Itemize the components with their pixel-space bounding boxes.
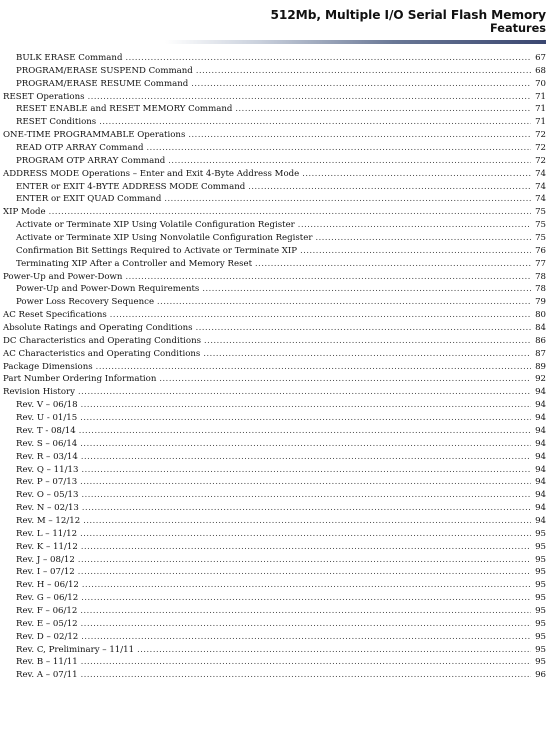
toc-entry-title: ADDRESS MODE Operations – Enter and Exit 4-Byte Address Mode	[3, 168, 300, 179]
toc-page-number: 96	[535, 670, 546, 681]
toc-entry-title: Rev. M – 12/12	[16, 515, 81, 526]
toc-entry-title: DC Characteristics and Operating Conditions	[3, 335, 202, 346]
toc-leader-dots	[300, 245, 531, 258]
toc-entry-title: AC Characteristics and Operating Conditions	[3, 348, 201, 359]
toc-page-number: 95	[535, 657, 546, 668]
toc-entry-title: RESET Operations	[3, 91, 85, 102]
toc-entry-title: Rev. A – 07/11	[16, 670, 78, 681]
toc-entry-title: Power Loss Recovery Sequence	[16, 297, 155, 308]
toc-entry[interactable]	[3, 348, 546, 361]
toc-page-number: 94	[535, 490, 546, 501]
toc-leader-dots	[159, 373, 531, 386]
toc-entry[interactable]	[3, 669, 546, 682]
toc-leader-dots	[146, 142, 531, 155]
toc-entry-title: Rev. V – 06/18	[16, 400, 78, 411]
toc-entry[interactable]	[3, 335, 546, 348]
toc-leader-dots	[96, 361, 531, 374]
toc-entry[interactable]	[3, 541, 546, 554]
toc-entry-title: Rev. N – 02/13	[16, 503, 79, 514]
toc-page-number: 71	[535, 91, 546, 102]
toc-entry[interactable]	[3, 451, 546, 464]
toc-page-number: 75	[535, 207, 546, 218]
toc-leader-dots	[202, 283, 531, 296]
toc-leader-dots	[82, 502, 531, 515]
toc-entry-title: Rev. J – 08/12	[16, 554, 75, 565]
toc-page-number: 94	[535, 413, 546, 424]
toc-entry[interactable]	[3, 386, 546, 399]
toc-leader-dots	[80, 476, 531, 489]
toc-page-number: 80	[535, 310, 546, 321]
section-title: Features	[490, 22, 546, 35]
toc-page-number: 79	[535, 297, 546, 308]
toc-page-number: 95	[535, 580, 546, 591]
toc-entry[interactable]	[3, 155, 546, 168]
toc-page-number: 75	[535, 233, 546, 244]
toc-page-number: 95	[535, 541, 546, 552]
toc-leader-dots	[203, 348, 531, 361]
toc-leader-dots	[81, 541, 531, 554]
toc-entry-title: Part Number Ordering Information	[3, 374, 157, 385]
toc-entry-title: Rev. S – 06/14	[16, 438, 78, 449]
toc-entry[interactable]	[3, 566, 546, 579]
toc-leader-dots	[81, 631, 531, 644]
toc-page-number: 95	[535, 554, 546, 565]
toc-leader-dots	[315, 232, 531, 245]
toc-entry-title: Rev. B – 11/11	[16, 657, 78, 668]
toc-entry[interactable]	[3, 193, 546, 206]
toc-entry[interactable]	[3, 579, 546, 592]
toc-leader-dots	[80, 528, 531, 541]
toc-leader-dots	[81, 451, 531, 464]
toc-leader-dots	[80, 438, 531, 451]
toc-leader-dots	[204, 335, 531, 348]
toc-entry[interactable]	[3, 515, 546, 528]
toc-entry-title: ENTER or EXIT 4-BYTE ADDRESS MODE Command	[16, 181, 246, 192]
toc-entry-title: PROGRAM/ERASE RESUME Command	[16, 78, 189, 89]
toc-entry-title: Rev. I – 07/12	[16, 567, 75, 578]
toc-entry-title: Rev. H – 06/12	[16, 580, 79, 591]
toc-entry[interactable]	[3, 283, 546, 296]
toc-page-number: 94	[535, 438, 546, 449]
toc-leader-dots	[83, 515, 531, 528]
toc-entry[interactable]	[3, 592, 546, 605]
toc-entry[interactable]	[3, 258, 546, 271]
toc-entry[interactable]	[3, 65, 546, 78]
toc-entry[interactable]	[3, 502, 546, 515]
toc-entry[interactable]	[3, 91, 546, 104]
toc-entry-title: Package Dimensions	[3, 361, 93, 372]
toc-entry-title: Rev. D – 02/12	[16, 631, 79, 642]
table-of-contents	[3, 52, 546, 682]
toc-entry-title: ONE-TIME PROGRAMMABLE Operations	[3, 130, 186, 141]
toc-entry[interactable]	[3, 245, 546, 258]
toc-entry-title: Rev. R – 03/14	[16, 451, 78, 462]
toc-page-number: 94	[535, 503, 546, 514]
toc-page-number: 72	[535, 155, 546, 166]
toc-entry[interactable]	[3, 142, 546, 155]
toc-page-number: 71	[535, 117, 546, 128]
toc-page-number: 89	[535, 361, 546, 372]
toc-entry-title: Rev. P – 07/13	[16, 477, 78, 488]
toc-entry[interactable]	[3, 232, 546, 245]
toc-entry[interactable]	[3, 103, 546, 116]
toc-entry-title: RESET ENABLE and RESET MEMORY Command	[16, 104, 233, 115]
toc-leader-dots	[81, 669, 531, 682]
toc-entry[interactable]	[3, 219, 546, 232]
toc-entry-title: ENTER or EXIT QUAD Command	[16, 194, 162, 205]
toc-leader-dots	[80, 605, 531, 618]
toc-page-number: 68	[535, 65, 546, 76]
toc-entry-title: Absolute Ratings and Operating Conditions	[3, 323, 193, 334]
toc-page-number: 78	[535, 271, 546, 282]
header-rule	[165, 40, 546, 44]
toc-leader-dots	[81, 399, 531, 412]
toc-entry[interactable]	[3, 399, 546, 412]
toc-leader-dots	[164, 193, 531, 206]
toc-entry[interactable]	[3, 309, 546, 322]
toc-entry[interactable]	[3, 116, 546, 129]
toc-entry[interactable]	[3, 271, 546, 284]
toc-page-number: 94	[535, 387, 546, 398]
toc-page-number: 95	[535, 618, 546, 629]
toc-entry[interactable]	[3, 464, 546, 477]
toc-entry[interactable]	[3, 129, 546, 142]
toc-leader-dots	[99, 116, 531, 129]
toc-page-number: 74	[535, 181, 546, 192]
toc-page-number: 95	[535, 528, 546, 539]
toc-leader-dots	[78, 386, 531, 399]
toc-entry[interactable]	[3, 296, 546, 309]
toc-leader-dots	[191, 78, 531, 91]
toc-page-number: 95	[535, 593, 546, 604]
toc-entry-title: Rev. U - 01/15	[16, 413, 78, 424]
toc-entry[interactable]	[3, 528, 546, 541]
toc-leader-dots	[125, 271, 531, 284]
toc-entry-title: Activate or Terminate XIP Using Volatile Configuration Register	[16, 220, 295, 231]
toc-page-number: 86	[535, 335, 546, 346]
toc-entry[interactable]	[3, 644, 546, 657]
toc-entry[interactable]	[3, 605, 546, 618]
toc-entry[interactable]	[3, 181, 546, 194]
toc-leader-dots	[81, 592, 531, 605]
toc-leader-dots	[298, 219, 531, 232]
toc-entry-title: Rev. L – 11/12	[16, 528, 78, 539]
page-header	[271, 9, 546, 35]
toc-entry-title: PROGRAM/ERASE SUSPEND Command	[16, 65, 193, 76]
toc-leader-dots	[78, 554, 531, 567]
toc-page-number: 94	[535, 451, 546, 462]
toc-entry[interactable]	[3, 322, 546, 335]
toc-leader-dots	[81, 489, 531, 502]
toc-entry-title: Confirmation Bit Settings Required to Activate or Terminate XIP	[16, 245, 298, 256]
toc-page-number: 77	[535, 258, 546, 269]
toc-entry[interactable]	[3, 425, 546, 438]
toc-leader-dots	[196, 322, 531, 335]
toc-leader-dots	[110, 309, 531, 322]
toc-entry[interactable]	[3, 618, 546, 631]
toc-leader-dots	[79, 425, 531, 438]
toc-leader-dots	[81, 618, 531, 631]
toc-entry-title: Activate or Terminate XIP Using Nonvolatile Configuration Register	[16, 233, 313, 244]
toc-leader-dots	[49, 206, 531, 219]
toc-entry-title: Rev. E – 05/12	[16, 618, 78, 629]
toc-leader-dots	[188, 129, 531, 142]
toc-page-number: 92	[535, 374, 546, 385]
toc-page-number: 71	[535, 104, 546, 115]
toc-entry[interactable]	[3, 206, 546, 219]
toc-leader-dots	[196, 65, 531, 78]
toc-leader-dots	[137, 644, 531, 657]
toc-leader-dots	[302, 168, 531, 181]
toc-entry-title: Terminating XIP After a Controller and Memory Reset	[16, 258, 253, 269]
toc-entry-title: Rev. G – 06/12	[16, 593, 79, 604]
toc-leader-dots	[125, 52, 531, 65]
toc-entry-title: Rev. O – 05/13	[16, 490, 79, 501]
toc-entry[interactable]	[3, 656, 546, 669]
toc-entry-title: Revision History	[3, 387, 76, 398]
toc-entry-title: XIP Mode	[3, 207, 46, 218]
toc-leader-dots	[255, 258, 531, 271]
toc-page-number: 87	[535, 348, 546, 359]
toc-entry[interactable]	[3, 476, 546, 489]
toc-entry[interactable]	[3, 631, 546, 644]
toc-page-number: 67	[535, 53, 546, 63]
toc-entry[interactable]	[3, 554, 546, 567]
toc-page-number: 72	[535, 130, 546, 141]
toc-page-number: 74	[535, 168, 546, 179]
toc-entry[interactable]	[3, 52, 546, 65]
toc-entry-title: BULK ERASE Command	[16, 53, 123, 63]
toc-leader-dots	[248, 181, 531, 194]
toc-page-number: 84	[535, 323, 546, 334]
toc-entry[interactable]	[3, 489, 546, 502]
toc-page-number: 94	[535, 400, 546, 411]
toc-entry-title: PROGRAM OTP ARRAY Command	[16, 155, 166, 166]
toc-page-number: 95	[535, 605, 546, 616]
toc-page-number: 95	[535, 567, 546, 578]
toc-entry-title: Rev. F – 06/12	[16, 605, 78, 616]
toc-leader-dots	[80, 412, 531, 425]
toc-entry[interactable]	[3, 168, 546, 181]
toc-entry-title: Power-Up and Power-Down Requirements	[16, 284, 200, 295]
toc-entry-title: Rev. K – 11/12	[16, 541, 78, 552]
toc-entry-title: READ OTP ARRAY Command	[16, 143, 144, 154]
toc-leader-dots	[157, 296, 531, 309]
toc-entry-title: RESET Conditions	[16, 117, 97, 128]
toc-entry-title: Rev. Q – 11/13	[16, 464, 79, 475]
toc-entry[interactable]	[3, 78, 546, 91]
toc-page-number: 72	[535, 143, 546, 154]
toc-page-number: 75	[535, 220, 546, 231]
toc-entry[interactable]	[3, 373, 546, 386]
toc-leader-dots	[168, 155, 531, 168]
toc-page-number: 95	[535, 644, 546, 655]
toc-page-number: 70	[535, 78, 546, 89]
toc-page-number: 76	[535, 245, 546, 256]
toc-page-number: 94	[535, 464, 546, 475]
toc-page-number: 95	[535, 631, 546, 642]
toc-entry-title: Rev. T - 08/14	[16, 425, 76, 436]
toc-page-number: 94	[535, 515, 546, 526]
toc-leader-dots	[81, 464, 531, 477]
toc-entry[interactable]	[3, 438, 546, 451]
toc-leader-dots	[88, 91, 531, 104]
toc-leader-dots	[78, 566, 531, 579]
toc-entry[interactable]	[3, 412, 546, 425]
toc-entry-title: Power-Up and Power-Down	[3, 271, 123, 282]
toc-page-number: 74	[535, 194, 546, 205]
toc-leader-dots	[81, 656, 531, 669]
document-title: 512Mb, Multiple I/O Serial Flash Memory	[270, 8, 546, 22]
toc-entry-title: Rev. C, Preliminary – 11/11	[16, 644, 135, 655]
toc-page-number: 94	[535, 425, 546, 436]
toc-entry[interactable]	[3, 361, 546, 374]
toc-leader-dots	[82, 579, 531, 592]
toc-entry-title: AC Reset Specifications	[3, 310, 107, 321]
toc-page-number: 94	[535, 477, 546, 488]
toc-page-number: 78	[535, 284, 546, 295]
toc-leader-dots	[235, 103, 531, 116]
